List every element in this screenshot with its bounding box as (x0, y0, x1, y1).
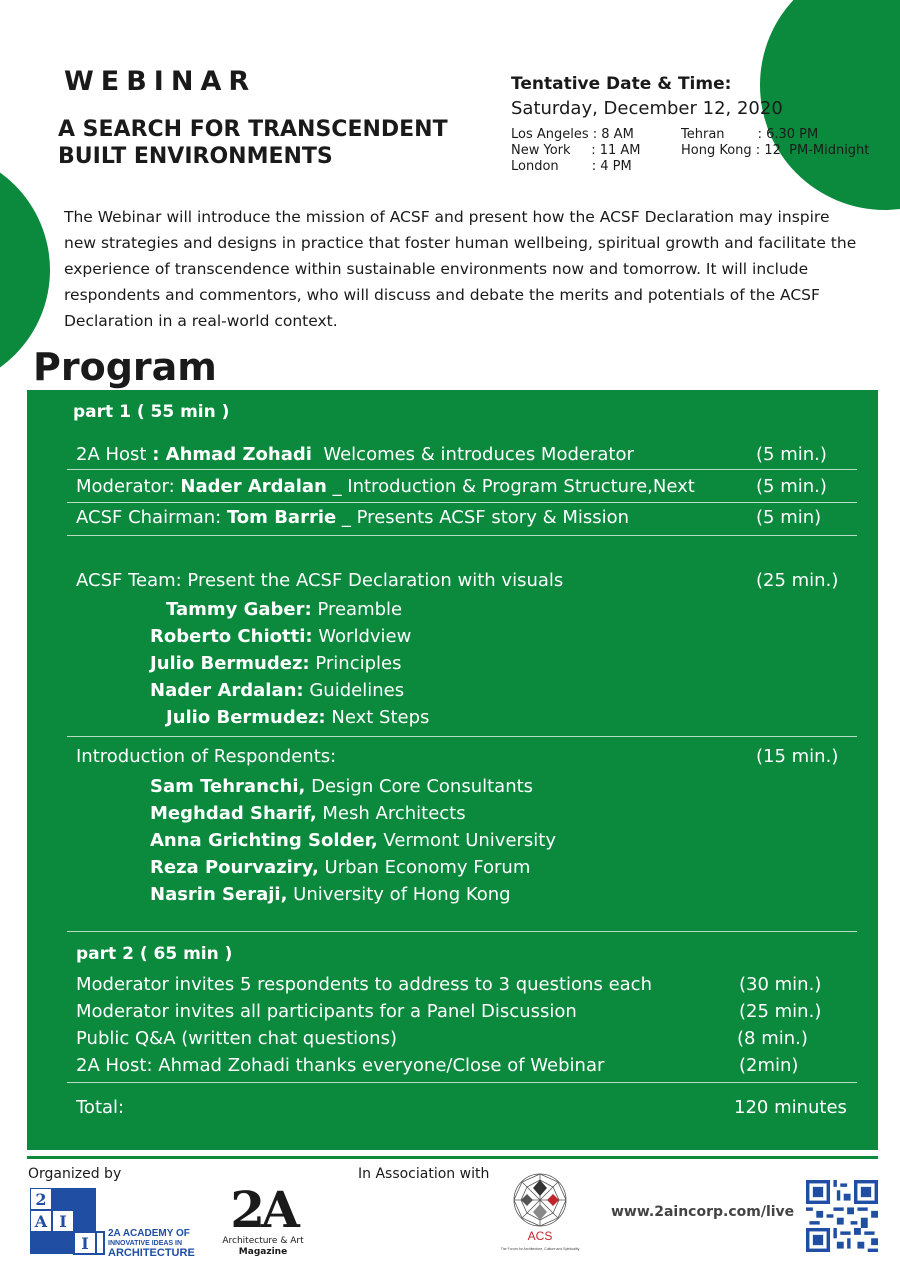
website-url[interactable]: www.2aincorp.com/live (611, 1204, 795, 1220)
respondent: Meghdad Sharif, Mesh Architects (150, 803, 466, 824)
row-description: Moderator invites 5 respondents to address to 3 questions each (76, 973, 652, 995)
webinar-label: WEBINAR (64, 66, 257, 97)
qr-code-icon[interactable] (806, 1180, 878, 1252)
title-line-1: A SEARCH FOR TRANSCENDENT (58, 117, 448, 142)
total-value: 120 minutes (734, 1096, 847, 1118)
divider (67, 535, 857, 536)
program-row (76, 501, 859, 533)
svg-text:ARCHITECTURE: ARCHITECTURE (108, 1247, 195, 1259)
respondents-row (76, 740, 859, 772)
row-description: 2A Host: Ahmad Zohadi thanks everyone/Close of Webinar (76, 1054, 605, 1076)
row-prefix: 2A Host (76, 443, 153, 465)
part-1-heading: part 1 ( 55 min ) (73, 402, 230, 422)
organized-by-label: Organized by (28, 1166, 122, 1182)
2a-logo-sub2: Magazine (238, 1247, 288, 1257)
team-duration: (25 min.) (756, 569, 839, 591)
row-prefix: ACSF Chairman: (76, 506, 227, 528)
intro-paragraph: The Webinar will introduce the mission of ACSF and present how the ACSF Declaration may inspire new strategies and designs in practice that foster human wellbeing, spiritual growth and facilitate the experience of transcendence within sustainable environments now and tomorrow. It will include respondents and commentors, who will discuss and debate the merits and potentials of the ACSF Declaration in a real-world context. (64, 208, 857, 330)
svg-text:The Forum for Architecture, Cu: The Forum for Architecture, Culture and Spirituality (500, 1247, 580, 1251)
program-panel (27, 390, 878, 1150)
2a-logo-mark: 2A (230, 1180, 296, 1239)
row-description: Welcomes & introduces Moderator (311, 443, 634, 465)
part-2-heading: part 2 ( 65 min ) (76, 944, 233, 964)
row-speaker: Nader Ardalan (180, 475, 327, 497)
2a-logo-sub: Architecture & Art (222, 1236, 304, 1246)
title-line-2: BUILT ENVIRONMENTS (58, 144, 333, 169)
row-duration: (30 min.) (739, 973, 822, 995)
respondent: Sam Tehranchi, Design Core Consultants (150, 776, 534, 797)
2a-magazine-logo (218, 1180, 308, 1264)
divider (67, 1082, 857, 1083)
row-duration: (8 min.) (737, 1027, 808, 1049)
divider (67, 736, 857, 737)
program-row (76, 438, 859, 470)
team-member: Roberto Chiotti: Worldview (150, 626, 412, 647)
team-member: Julio Bermudez: Principles (150, 653, 402, 674)
respondent: Reza Pourvaziry, Urban Economy Forum (150, 857, 531, 878)
schedule-heading: Tentative Date & Time: (511, 74, 732, 94)
svg-text:2A ACADEMY OF: 2A ACADEMY OF (108, 1228, 190, 1239)
program-heading: Program (33, 345, 217, 389)
footer-divider (27, 1156, 878, 1159)
row-speaker: Tom Barrie (226, 506, 337, 528)
row-description: Moderator invites all participants for a Panel Discussion (76, 1000, 577, 1022)
row-duration: (5 min.) (756, 475, 827, 497)
row-prefix: Moderator: (76, 475, 181, 497)
row-duration: (2min) (739, 1054, 799, 1076)
city-time: London : 4 PM (511, 159, 632, 174)
svg-text:A: A (34, 1212, 48, 1231)
program-row (76, 470, 859, 502)
row-description: _ Introduction & Program Structure,Next (326, 475, 695, 497)
page-title (58, 116, 478, 170)
team-row (76, 564, 859, 596)
row-duration: (25 min.) (739, 1000, 822, 1022)
total-label: Total: (76, 1096, 125, 1118)
total-row (76, 1091, 859, 1123)
program-row (76, 1049, 859, 1081)
association-label: In Association with (358, 1166, 490, 1182)
acs-logo (495, 1168, 585, 1258)
svg-text:I: I (59, 1212, 67, 1231)
svg-text:I: I (81, 1234, 89, 1253)
respondents-duration: (15 min.) (756, 745, 839, 767)
row-speaker: : Ahmad Zohadi (152, 443, 312, 465)
svg-text:INNOVATIVE IDEAS IN: INNOVATIVE IDEAS IN (108, 1240, 183, 1247)
schedule-date: Saturday, December 12, 2020 (511, 98, 783, 119)
svg-text:ACS: ACS (527, 1229, 553, 1243)
respondent: Anna Grichting Solder, Vermont University (150, 830, 557, 851)
city-time: New York : 11 AM (511, 143, 641, 158)
respondent: Nasrin Seraji, University of Hong Kong (150, 884, 511, 905)
city-times (511, 127, 900, 175)
divider (67, 931, 857, 932)
schedule-block (511, 74, 900, 175)
team-member: Julio Bermudez: Next Steps (166, 707, 430, 728)
city-time (681, 159, 900, 175)
team-member: Nader Ardalan: Guidelines (150, 680, 405, 701)
respondents-label: Introduction of Respondents: (76, 745, 337, 767)
row-description: Public Q&A (written chat questions) (76, 1027, 397, 1049)
2aiia-logo (30, 1188, 200, 1260)
team-member: Tammy Gaber: Preamble (166, 599, 403, 620)
row-duration: (5 min.) (756, 443, 827, 465)
city-time: Tehran : 6.30 PM (681, 127, 819, 142)
city-time: Los Angeles : 8 AM (511, 127, 634, 142)
city-time: Hong Kong : 12 PM-Midnight (681, 143, 870, 158)
svg-text:2: 2 (35, 1190, 47, 1209)
row-duration: (5 min) (756, 506, 822, 528)
team-label: ACSF Team: Present the ACSF Declaration with visuals (76, 569, 564, 591)
row-description: _ Presents ACSF story & Mission (336, 506, 630, 528)
